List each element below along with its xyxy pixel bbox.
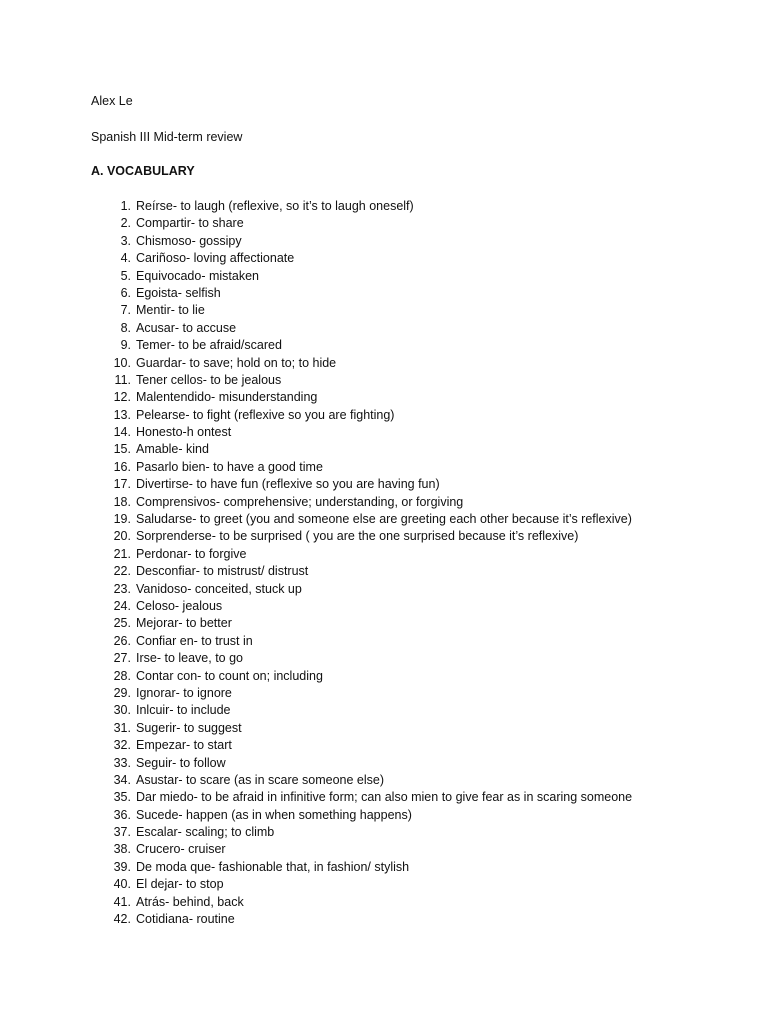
list-item-number: 23.	[113, 581, 131, 596]
list-item-text: Escalar- scaling; to climb	[136, 825, 275, 840]
list-item-number: 4.	[120, 251, 131, 266]
list-item-number: 37.	[113, 825, 131, 840]
list-item-number: 13.	[113, 407, 131, 422]
list-item-number: 19.	[113, 512, 131, 527]
list-item-text: Crucero- cruiser	[136, 842, 226, 857]
list-item-text: Confiar en- to trust in	[136, 633, 253, 648]
list-item-text: Compartir- to share	[136, 216, 244, 231]
list-item-text: Chismoso- gossipy	[136, 233, 242, 248]
list-item-number: 1.	[120, 199, 131, 213]
list-item-number: 21.	[113, 546, 131, 561]
list-item-text: Perdonar- to forgive	[136, 546, 247, 561]
list-item-text: Dar miedo- to be afraid in infinitive form; can also mien to give fear as in scaring someone	[136, 790, 633, 805]
list-item-text: Mejorar- to better	[136, 616, 232, 631]
list-item-number: 17.	[113, 477, 131, 492]
list-item-number: 15.	[113, 442, 131, 457]
list-item-number: 42.	[113, 912, 131, 927]
list-item-text: Irse- to leave, to go	[136, 651, 244, 666]
list-item-text: Honesto-h ontest	[136, 425, 232, 440]
list-item-text: Vanidoso- conceited, stuck up	[136, 581, 302, 596]
list-item-text: Empezar- to start	[136, 738, 232, 753]
list-item-text: Comprensivos- comprehensive; understanding, or forgiving	[136, 494, 464, 509]
list-item-text: Sugerir- to suggest	[136, 720, 242, 735]
list-item-number: 40.	[113, 877, 131, 892]
list-item-text: Saludarse- to greet (you and someone else are greeting each other because it’s reflexive)	[136, 512, 632, 527]
list-item-number: 11.	[114, 372, 131, 387]
list-item-text: Sorprenderse- to be surprised ( you are the one surprised because it’s reflexive)	[136, 529, 579, 544]
list-item-number: 9.	[120, 338, 131, 353]
list-item-number: 35.	[113, 790, 131, 805]
list-item-number: 32.	[113, 738, 131, 753]
list-item-text: Divertirse- to have fun (reflexive so you are having fun)	[136, 477, 440, 492]
list-item-text: Cotidiana- routine	[136, 912, 235, 927]
list-item-text: Desconfiar- to mistrust/ distrust	[136, 564, 309, 579]
list-item-number: 31.	[113, 720, 131, 735]
list-item-number: 33.	[113, 755, 131, 770]
list-item-number: 10.	[113, 355, 131, 370]
list-item-number: 30.	[113, 703, 131, 718]
list-item-text: El dejar- to stop	[136, 877, 224, 892]
list-item-text: Ignorar- to ignore	[136, 685, 232, 700]
list-item-text: Mentir- to lie	[136, 303, 205, 318]
list-item-number: 5.	[120, 268, 131, 283]
list-item-number: 24.	[113, 598, 131, 613]
list-item-number: 8.	[120, 320, 131, 335]
list-item-text: Acusar- to accuse	[136, 320, 237, 335]
list-item-number: 29.	[113, 685, 131, 700]
list-item-number: 6.	[120, 285, 131, 300]
list-item-text: Asustar- to scare (as in scare someone else)	[136, 772, 385, 787]
list-item-number: 20.	[113, 529, 131, 544]
author-name: Alex Le	[91, 94, 133, 108]
list-item-number: 41.	[113, 894, 131, 909]
list-item-text: Tener cellos- to be jealous	[136, 372, 282, 387]
list-item-text: Equivocado- mistaken	[136, 268, 259, 283]
list-item-text: Seguir- to follow	[136, 755, 226, 770]
list-item-number: 36.	[113, 807, 131, 822]
list-item-text: De moda que- fashionable that, in fashion/ stylish	[136, 859, 410, 874]
list-item-number: 26.	[113, 633, 131, 648]
list-item-text: Atrás- behind, back	[136, 894, 244, 909]
list-item-number: 18.	[113, 494, 131, 509]
list-item-number: 2.	[120, 216, 131, 231]
list-item-text: Sucede- happen (as in when something happens)	[136, 807, 412, 822]
list-item-text: Pelearse- to fight (reflexive so you are fighting)	[136, 407, 395, 422]
list-item-number: 27.	[113, 651, 131, 666]
list-item-text: Egoista- selfish	[136, 285, 221, 300]
list-item-number: 7.	[120, 303, 131, 318]
list-item-number: 22.	[113, 564, 131, 579]
list-item-text: Contar con- to count on; including	[136, 668, 323, 683]
list-item-text: Guardar- to save; hold on to; to hide	[136, 355, 337, 370]
list-item-text: Reírse- to laugh (reflexive, so it’s to laugh oneself)	[136, 199, 414, 213]
document-title: Spanish III Mid-term review	[91, 130, 243, 144]
list-item-number: 39.	[113, 859, 131, 874]
list-item-number: 38.	[113, 842, 131, 857]
list-item-number: 14.	[113, 425, 131, 440]
list-item-text: Pasarlo bien- to have a good time	[136, 459, 323, 474]
list-item-number: 25.	[113, 616, 131, 631]
list-item-number: 16.	[113, 459, 131, 474]
list-item-text: Inlcuir- to include	[136, 703, 231, 718]
list-item-text: Temer- to be afraid/scared	[136, 338, 282, 353]
list-item-text: Malentendido- misunderstanding	[136, 390, 318, 405]
list-item-number: 28.	[113, 668, 131, 683]
list-item-number: 34.	[113, 772, 131, 787]
section-heading: A. VOCABULARY	[91, 164, 195, 178]
list-item-number: 12.	[113, 390, 131, 405]
list-item-text: Celoso- jealous	[136, 598, 223, 613]
list-item-number: 3.	[120, 233, 131, 248]
list-item-text: Amable- kind	[136, 442, 209, 457]
list-item-text: Cariñoso- loving affectionate	[136, 251, 295, 266]
